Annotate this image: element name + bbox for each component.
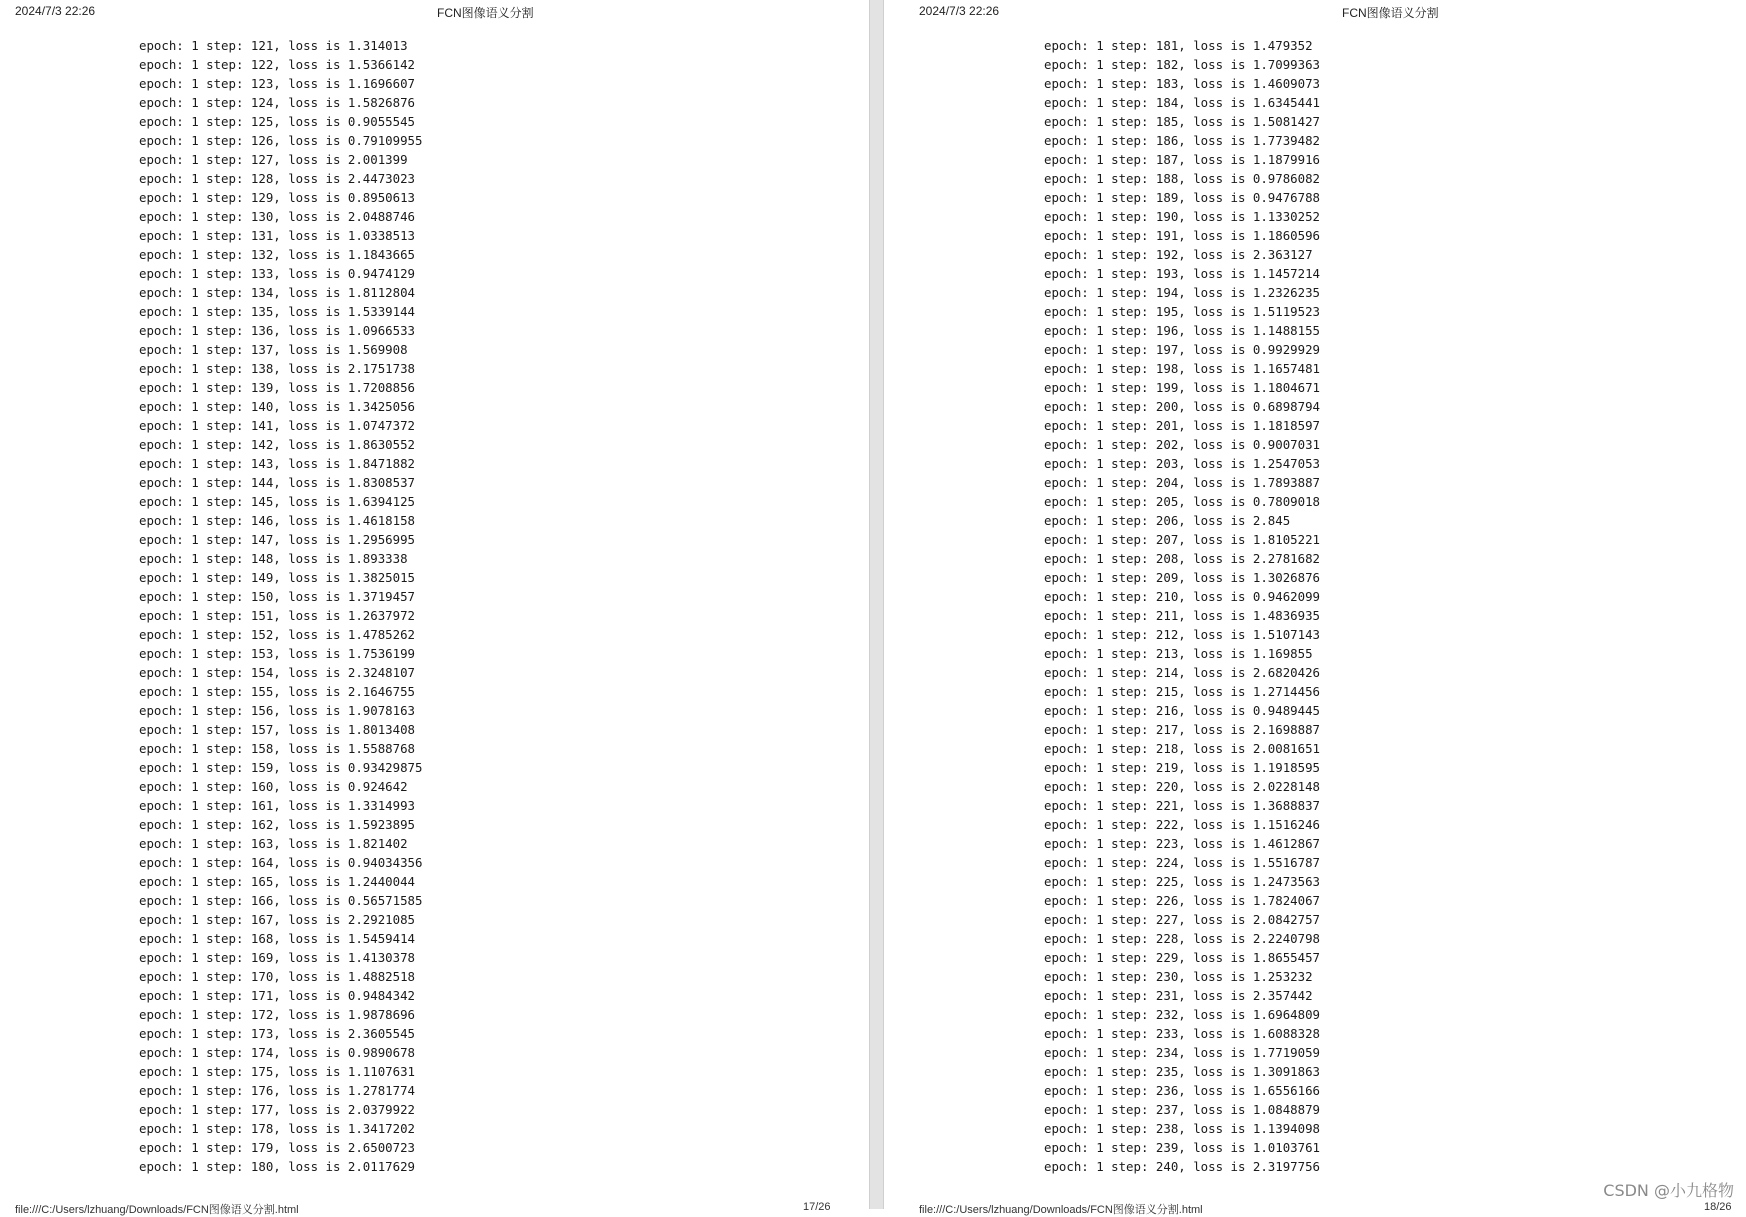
header-date: 2024/7/3 22:26 <box>15 4 96 18</box>
log-line: epoch: 1 step: 190, loss is 1.1330252 <box>1044 209 1321 224</box>
log-line: epoch: 1 step: 202, loss is 0.9007031 <box>1044 437 1321 452</box>
log-line: epoch: 1 step: 180, loss is 2.0117629 <box>139 1159 416 1174</box>
log-line: epoch: 1 step: 238, loss is 1.1394098 <box>1044 1121 1321 1136</box>
log-line: epoch: 1 step: 164, loss is 0.94034356 <box>139 855 423 870</box>
log-line: epoch: 1 step: 125, loss is 0.9055545 <box>139 114 416 129</box>
log-line: epoch: 1 step: 195, loss is 1.5119523 <box>1044 304 1321 319</box>
log-line: epoch: 1 step: 211, loss is 1.4836935 <box>1044 608 1321 623</box>
log-line: epoch: 1 step: 134, loss is 1.8112804 <box>139 285 416 300</box>
log-line: epoch: 1 step: 131, loss is 1.0338513 <box>139 228 416 243</box>
log-line: epoch: 1 step: 182, loss is 1.7099363 <box>1044 57 1321 72</box>
log-line: epoch: 1 step: 150, loss is 1.3719457 <box>139 589 416 604</box>
log-line: epoch: 1 step: 136, loss is 1.0966533 <box>139 323 416 338</box>
log-line: epoch: 1 step: 209, loss is 1.3026876 <box>1044 570 1321 585</box>
log-line: epoch: 1 step: 178, loss is 1.3417202 <box>139 1121 416 1136</box>
log-line: epoch: 1 step: 210, loss is 0.9462099 <box>1044 589 1321 604</box>
log-line: epoch: 1 step: 232, loss is 1.6964809 <box>1044 1007 1321 1022</box>
log-line: epoch: 1 step: 174, loss is 0.9890678 <box>139 1045 416 1060</box>
log-line: epoch: 1 step: 179, loss is 2.6500723 <box>139 1140 416 1155</box>
log-line: epoch: 1 step: 158, loss is 1.5588768 <box>139 741 416 756</box>
log-line: epoch: 1 step: 213, loss is 1.169855 <box>1044 646 1313 661</box>
log-line: epoch: 1 step: 215, loss is 1.2714456 <box>1044 684 1321 699</box>
footer-page-number: 18/26 <box>1704 1201 1732 1213</box>
log-line: epoch: 1 step: 225, loss is 1.2473563 <box>1044 874 1321 889</box>
log-line: epoch: 1 step: 133, loss is 0.9474129 <box>139 266 416 281</box>
log-line: epoch: 1 step: 191, loss is 1.1860596 <box>1044 228 1321 243</box>
footer-url: file:///C:/Users/lzhuang/Downloads/FCN图像语义分割.html <box>919 1204 1203 1216</box>
log-line: epoch: 1 step: 168, loss is 1.5459414 <box>139 931 416 946</box>
log-line: epoch: 1 step: 193, loss is 1.1457214 <box>1044 266 1321 281</box>
log-line: epoch: 1 step: 175, loss is 1.1107631 <box>139 1064 416 1079</box>
watermark: CSDN @小九格物 <box>1603 1181 1734 1200</box>
log-line: epoch: 1 step: 159, loss is 0.93429875 <box>139 760 423 775</box>
header-title: FCN图像语义分割 <box>437 6 534 20</box>
footer-url: file:///C:/Users/lzhuang/Downloads/FCN图像语义分割.html <box>15 1204 299 1216</box>
print-page-left <box>0 0 869 1216</box>
log-line: epoch: 1 step: 170, loss is 1.4882518 <box>139 969 416 984</box>
log-line: epoch: 1 step: 205, loss is 0.7809018 <box>1044 494 1321 509</box>
log-line: epoch: 1 step: 208, loss is 2.2781682 <box>1044 551 1321 566</box>
log-line: epoch: 1 step: 135, loss is 1.5339144 <box>139 304 416 319</box>
log-line: epoch: 1 step: 218, loss is 2.0081651 <box>1044 741 1321 756</box>
training-log <box>1044 36 1320 1176</box>
log-line: epoch: 1 step: 139, loss is 1.7208856 <box>139 380 416 395</box>
log-line: epoch: 1 step: 121, loss is 1.314013 <box>139 38 408 53</box>
log-line: epoch: 1 step: 130, loss is 2.0488746 <box>139 209 416 224</box>
log-line: epoch: 1 step: 188, loss is 0.9786082 <box>1044 171 1321 186</box>
log-line: epoch: 1 step: 233, loss is 1.6088328 <box>1044 1026 1321 1041</box>
footer-page-number: 17/26 <box>803 1201 831 1213</box>
log-line: epoch: 1 step: 152, loss is 1.4785262 <box>139 627 416 642</box>
page-divider <box>869 0 884 1209</box>
log-line: epoch: 1 step: 153, loss is 1.7536199 <box>139 646 416 661</box>
log-line: epoch: 1 step: 231, loss is 2.357442 <box>1044 988 1313 1003</box>
log-line: epoch: 1 step: 161, loss is 1.3314993 <box>139 798 416 813</box>
log-line: epoch: 1 step: 143, loss is 1.8471882 <box>139 456 416 471</box>
log-line: epoch: 1 step: 126, loss is 0.79109955 <box>139 133 423 148</box>
log-line: epoch: 1 step: 204, loss is 1.7893887 <box>1044 475 1321 490</box>
log-line: epoch: 1 step: 160, loss is 0.924642 <box>139 779 408 794</box>
log-line: epoch: 1 step: 167, loss is 2.2921085 <box>139 912 416 927</box>
log-line: epoch: 1 step: 181, loss is 1.479352 <box>1044 38 1313 53</box>
header-date: 2024/7/3 22:26 <box>919 4 1000 18</box>
log-line: epoch: 1 step: 230, loss is 1.253232 <box>1044 969 1313 984</box>
log-line: epoch: 1 step: 196, loss is 1.1488155 <box>1044 323 1321 338</box>
log-line: epoch: 1 step: 123, loss is 1.1696607 <box>139 76 416 91</box>
log-line: epoch: 1 step: 239, loss is 1.0103761 <box>1044 1140 1321 1155</box>
log-line: epoch: 1 step: 237, loss is 1.0848879 <box>1044 1102 1321 1117</box>
log-line: epoch: 1 step: 184, loss is 1.6345441 <box>1044 95 1321 110</box>
log-line: epoch: 1 step: 141, loss is 1.0747372 <box>139 418 416 433</box>
log-line: epoch: 1 step: 183, loss is 1.4609073 <box>1044 76 1321 91</box>
log-line: epoch: 1 step: 219, loss is 1.1918595 <box>1044 760 1321 775</box>
log-line: epoch: 1 step: 176, loss is 1.2781774 <box>139 1083 416 1098</box>
log-line: epoch: 1 step: 197, loss is 0.9929929 <box>1044 342 1321 357</box>
log-line: epoch: 1 step: 222, loss is 1.1516246 <box>1044 817 1321 832</box>
log-line: epoch: 1 step: 149, loss is 1.3825015 <box>139 570 416 585</box>
log-line: epoch: 1 step: 207, loss is 1.8105221 <box>1044 532 1321 547</box>
log-line: epoch: 1 step: 128, loss is 2.4473023 <box>139 171 416 186</box>
log-line: epoch: 1 step: 156, loss is 1.9078163 <box>139 703 416 718</box>
log-line: epoch: 1 step: 226, loss is 1.7824067 <box>1044 893 1321 908</box>
log-line: epoch: 1 step: 171, loss is 0.9484342 <box>139 988 416 1003</box>
log-line: epoch: 1 step: 148, loss is 1.893338 <box>139 551 408 566</box>
log-line: epoch: 1 step: 147, loss is 1.2956995 <box>139 532 416 547</box>
training-log <box>139 36 422 1176</box>
log-line: epoch: 1 step: 200, loss is 0.6898794 <box>1044 399 1321 414</box>
log-line: epoch: 1 step: 142, loss is 1.8630552 <box>139 437 416 452</box>
print-page-right <box>884 0 1746 1216</box>
log-line: epoch: 1 step: 206, loss is 2.845 <box>1044 513 1291 528</box>
log-line: epoch: 1 step: 223, loss is 1.4612867 <box>1044 836 1321 851</box>
log-line: epoch: 1 step: 138, loss is 2.1751738 <box>139 361 416 376</box>
log-line: epoch: 1 step: 217, loss is 2.1698887 <box>1044 722 1321 737</box>
log-line: epoch: 1 step: 137, loss is 1.569908 <box>139 342 408 357</box>
log-line: epoch: 1 step: 229, loss is 1.8655457 <box>1044 950 1321 965</box>
log-line: epoch: 1 step: 234, loss is 1.7719059 <box>1044 1045 1321 1060</box>
log-line: epoch: 1 step: 224, loss is 1.5516787 <box>1044 855 1321 870</box>
log-line: epoch: 1 step: 165, loss is 1.2440044 <box>139 874 416 889</box>
log-line: epoch: 1 step: 185, loss is 1.5081427 <box>1044 114 1321 129</box>
log-line: epoch: 1 step: 235, loss is 1.3091863 <box>1044 1064 1321 1079</box>
log-line: epoch: 1 step: 154, loss is 2.3248107 <box>139 665 416 680</box>
log-line: epoch: 1 step: 157, loss is 1.8013408 <box>139 722 416 737</box>
log-line: epoch: 1 step: 132, loss is 1.1843665 <box>139 247 416 262</box>
log-line: epoch: 1 step: 140, loss is 1.3425056 <box>139 399 416 414</box>
log-line: epoch: 1 step: 192, loss is 2.363127 <box>1044 247 1313 262</box>
log-line: epoch: 1 step: 199, loss is 1.1804671 <box>1044 380 1321 395</box>
log-line: epoch: 1 step: 214, loss is 2.6820426 <box>1044 665 1321 680</box>
log-line: epoch: 1 step: 144, loss is 1.8308537 <box>139 475 416 490</box>
log-line: epoch: 1 step: 145, loss is 1.6394125 <box>139 494 416 509</box>
log-line: epoch: 1 step: 220, loss is 2.0228148 <box>1044 779 1321 794</box>
log-line: epoch: 1 step: 177, loss is 2.0379922 <box>139 1102 416 1117</box>
log-line: epoch: 1 step: 146, loss is 1.4618158 <box>139 513 416 528</box>
log-line: epoch: 1 step: 151, loss is 1.2637972 <box>139 608 416 623</box>
log-line: epoch: 1 step: 240, loss is 2.3197756 <box>1044 1159 1321 1174</box>
log-line: epoch: 1 step: 155, loss is 2.1646755 <box>139 684 416 699</box>
log-line: epoch: 1 step: 212, loss is 1.5107143 <box>1044 627 1321 642</box>
log-line: epoch: 1 step: 194, loss is 1.2326235 <box>1044 285 1321 300</box>
log-line: epoch: 1 step: 203, loss is 1.2547053 <box>1044 456 1321 471</box>
log-line: epoch: 1 step: 189, loss is 0.9476788 <box>1044 190 1321 205</box>
log-line: epoch: 1 step: 163, loss is 1.821402 <box>139 836 408 851</box>
log-line: epoch: 1 step: 124, loss is 1.5826876 <box>139 95 416 110</box>
log-line: epoch: 1 step: 201, loss is 1.1818597 <box>1044 418 1321 433</box>
log-line: epoch: 1 step: 227, loss is 2.0842757 <box>1044 912 1321 927</box>
log-line: epoch: 1 step: 228, loss is 2.2240798 <box>1044 931 1321 946</box>
log-line: epoch: 1 step: 162, loss is 1.5923895 <box>139 817 416 832</box>
log-line: epoch: 1 step: 216, loss is 0.9489445 <box>1044 703 1321 718</box>
log-line: epoch: 1 step: 127, loss is 2.001399 <box>139 152 408 167</box>
log-line: epoch: 1 step: 166, loss is 0.56571585 <box>139 893 423 908</box>
log-line: epoch: 1 step: 169, loss is 1.4130378 <box>139 950 416 965</box>
log-line: epoch: 1 step: 236, loss is 1.6556166 <box>1044 1083 1321 1098</box>
log-line: epoch: 1 step: 221, loss is 1.3688837 <box>1044 798 1321 813</box>
log-line: epoch: 1 step: 186, loss is 1.7739482 <box>1044 133 1321 148</box>
header-title: FCN图像语义分割 <box>1342 6 1439 20</box>
log-line: epoch: 1 step: 172, loss is 1.9878696 <box>139 1007 416 1022</box>
log-line: epoch: 1 step: 129, loss is 0.8950613 <box>139 190 416 205</box>
log-line: epoch: 1 step: 198, loss is 1.1657481 <box>1044 361 1321 376</box>
log-line: epoch: 1 step: 187, loss is 1.1879916 <box>1044 152 1321 167</box>
log-line: epoch: 1 step: 173, loss is 2.3605545 <box>139 1026 416 1041</box>
log-line: epoch: 1 step: 122, loss is 1.5366142 <box>139 57 416 72</box>
